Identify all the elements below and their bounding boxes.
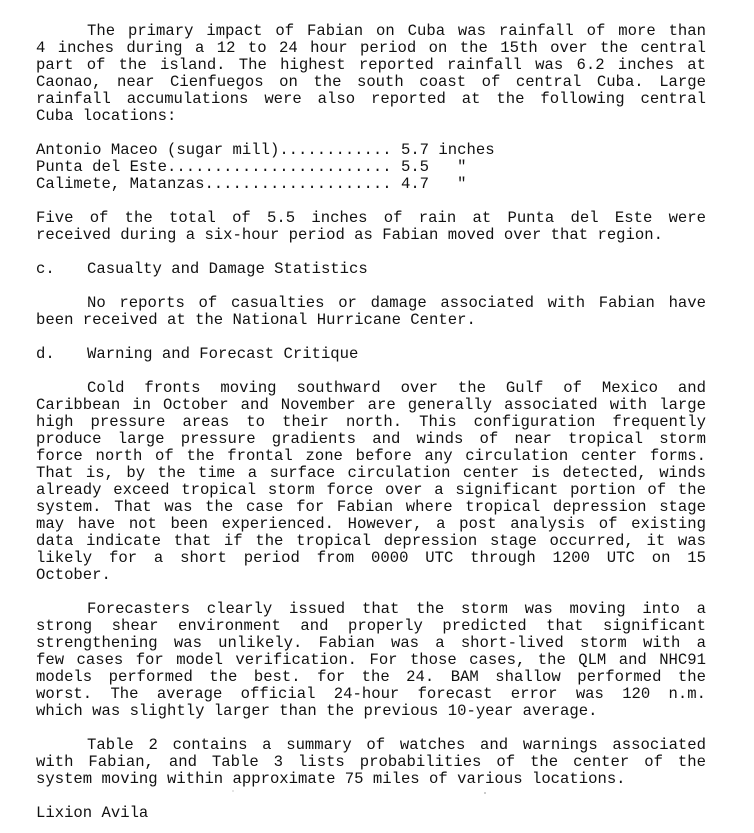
scan-speck [232, 790, 234, 792]
paragraph-cold-fronts [36, 380, 706, 584]
text-line: few cases for model verification. For those cases, the QLM and NHC91 [36, 651, 706, 669]
text-line: Five of the total of 5.5 inches of rain at Punta del Este were [36, 209, 706, 227]
rainfall-row [36, 142, 706, 159]
text-line: which was slightly larger than the previous 10-year average. [36, 702, 598, 720]
text-line: may have not been experienced. However, a post analysis of existing [36, 515, 706, 533]
text-line: Table 2 contains a summary of watches and warnings associated [87, 736, 706, 754]
paragraph-casualties [36, 295, 706, 329]
text-line: Caribbean in October and November are generally associated with large [36, 396, 706, 414]
rainfall-value: 5.7 [400, 141, 430, 159]
section-title: Warning and Forecast Critique [87, 345, 359, 363]
text-line: Forecasters clearly issued that the storm was moving into a [87, 600, 706, 618]
rainfall-location: Antonio Maceo (sugar mill) [36, 141, 280, 159]
rainfall-row [36, 176, 706, 193]
text-line: been received at the National Hurricane Center. [36, 311, 476, 329]
text-line: received during a six-hour period as Fabian moved over that region. [36, 226, 663, 244]
section-heading-d [36, 346, 706, 363]
paragraph-forecasters [36, 601, 706, 720]
text-line: worst. The average official 24-hour forecast error was 120 n.m. [36, 685, 706, 703]
dot-leader: ............ [279, 141, 401, 159]
text-line: system moving within approximate 75 miles of various locations. [36, 770, 626, 788]
text-line: strong shear environment and properly predicted that significant [36, 617, 706, 635]
rainfall-value: 5.5 [400, 158, 430, 176]
text-line: with Fabian, and Table 3 lists probabilities of the center of the [36, 753, 706, 771]
text-line: strengthening was unlikely. Fabian was a short-lived storm with a [36, 634, 706, 652]
text-line: data indicate that if the tropical depression stage occurred, it was [36, 532, 706, 550]
text-line: already exceed tropical storm force over a significant portion of the [36, 481, 706, 499]
text-line: rainfall accumulations were also reported at the following central [36, 90, 706, 108]
rainfall-value: 4.7 [400, 175, 430, 193]
text-line: likely for a short period from 0000 UTC through 1200 UTC on 15 [36, 549, 706, 567]
author-signature: Lixion Avila [36, 804, 149, 822]
text-line: system. That was the case for Fabian where tropical depression stage [36, 498, 706, 516]
text-line: That is, by the time a surface circulation center is detected, winds [36, 464, 706, 482]
text-line: No reports of casualties or damage associated with Fabian have [87, 294, 706, 312]
rainfall-unit: inches [429, 141, 495, 159]
section-title: Casualty and Damage Statistics [87, 260, 368, 278]
text-line: force north of the frontal zone before any circulation center forms. [36, 447, 706, 465]
text-line: part of the island. The highest reported rainfall was 6.2 inches at [36, 56, 706, 74]
section-letter: d. [36, 345, 55, 363]
scan-speck [484, 792, 486, 794]
rainfall-location: Calimete, Matanzas [36, 175, 205, 193]
rainfall-location: Punta del Este [36, 158, 168, 176]
text-line: produce large pressure gradients and winds of near tropical storm [36, 430, 706, 448]
paragraph-punta-del-este [36, 210, 706, 244]
text-line: Cold fronts moving southward over the Gulf of Mexico and [87, 379, 706, 397]
text-line: high pressure areas to their north. This configuration frequently [36, 413, 706, 431]
paragraph-tables-summary [36, 737, 706, 788]
document-page [36, 23, 706, 822]
rainfall-row [36, 159, 706, 176]
text-line: October. [36, 566, 111, 584]
section-heading-c [36, 261, 706, 278]
text-line: 4 inches during a 12 to 24 hour period on the 15th over the central [36, 39, 706, 57]
text-line: Cuba locations: [36, 107, 177, 125]
dot-leader: .................... [204, 175, 401, 193]
text-line: The primary impact of Fabian on Cuba was rainfall of more than [87, 22, 706, 40]
rainfall-table [36, 142, 706, 193]
text-line: Caonao, near Cienfuegos on the south coast of central Cuba. Large [36, 73, 706, 91]
text-line: models performed the best. for the 24. BAM shallow performed the [36, 668, 706, 686]
dot-leader: ........................ [167, 158, 401, 176]
section-letter: c. [36, 260, 55, 278]
rainfall-unit: " [429, 158, 467, 176]
rainfall-unit: " [429, 175, 467, 193]
paragraph-rainfall-impact [36, 23, 706, 125]
